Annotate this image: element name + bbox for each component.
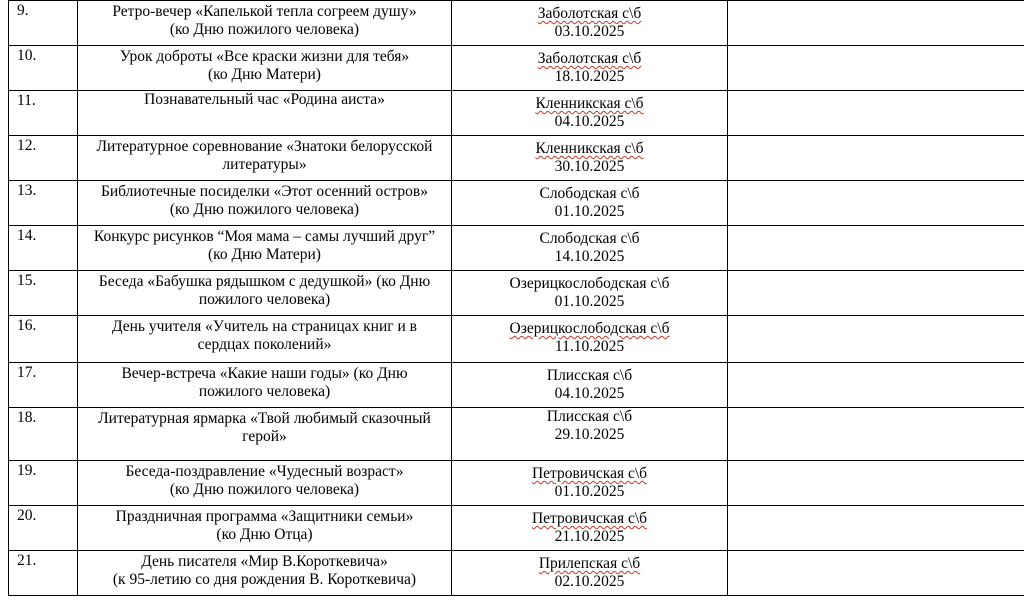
row-number: 18. (9, 408, 78, 461)
library-name: Озерицкослободская с\б (509, 275, 670, 292)
place-date-cell (452, 91, 728, 136)
row-number: 10. (9, 46, 78, 91)
event-cell (78, 316, 452, 363)
event-cell (78, 408, 452, 461)
table-row (9, 551, 1024, 596)
table-row (9, 461, 1024, 506)
event-title: Конкурс рисунков “Моя мама – самы лучший друг” (93, 228, 436, 245)
row-number: 9. (9, 1, 78, 46)
event-cell (78, 136, 452, 181)
event-subtitle: (ко Дню пожилого человека) (169, 21, 360, 38)
library-name: Петровичская с\б (531, 510, 648, 527)
note-cell (728, 181, 1024, 226)
place-date-cell (452, 1, 728, 46)
event-subtitle: (ко Дню пожилого человека) (169, 481, 360, 498)
table-row (9, 408, 1024, 461)
library-name: Озерицкослободская с\б (509, 320, 670, 337)
event-subtitle: (к 95-летию со дня рождения В. Короткевича) (112, 571, 417, 588)
note-cell (728, 316, 1024, 363)
event-subtitle: (ко Дню Отца) (216, 526, 313, 543)
note-cell (728, 136, 1024, 181)
place-date-cell (452, 46, 728, 91)
library-name: Слободская с\б (539, 185, 640, 202)
row-number: 11. (9, 91, 78, 136)
row-number: 14. (9, 226, 78, 271)
event-cell (78, 181, 452, 226)
event-date: 18.10.2025 (554, 68, 625, 85)
row-number: 19. (9, 461, 78, 506)
place-date-cell (452, 271, 728, 316)
row-number: 15. (9, 271, 78, 316)
library-name: Заболотская с\б (537, 5, 642, 22)
note-cell (728, 363, 1024, 408)
event-date: 29.10.2025 (554, 426, 625, 443)
note-cell (728, 1, 1024, 46)
event-date: 30.10.2025 (554, 158, 625, 175)
note-cell (728, 271, 1024, 316)
events-table (8, 0, 1024, 596)
place-date-cell (452, 136, 728, 181)
event-subtitle: пожилого человека) (198, 291, 331, 308)
event-subtitle: (ко Дню Матери) (208, 246, 321, 263)
event-title: Библиотечные посиделки «Этот осенний остров» (100, 183, 429, 200)
event-date: 01.10.2025 (554, 483, 625, 500)
note-cell (728, 91, 1024, 136)
library-name: Слободская с\б (539, 230, 640, 247)
event-subtitle: литературы» (222, 156, 307, 173)
row-number: 20. (9, 506, 78, 551)
table-row (9, 181, 1024, 226)
event-date: 01.10.2025 (554, 203, 625, 220)
event-date: 04.10.2025 (554, 385, 625, 402)
note-cell (728, 506, 1024, 551)
library-name: Петровичская с\б (531, 465, 648, 482)
row-number: 12. (9, 136, 78, 181)
event-date: 11.10.2025 (554, 338, 625, 355)
place-date-cell (452, 506, 728, 551)
place-date-cell (452, 363, 728, 408)
table-row (9, 363, 1024, 408)
event-cell (78, 461, 452, 506)
event-subtitle: (ко Дню пожилого человека) (169, 201, 360, 218)
event-cell (78, 506, 452, 551)
table-row (9, 316, 1024, 363)
event-date: 01.10.2025 (554, 293, 625, 310)
row-number: 16. (9, 316, 78, 363)
event-subtitle: (ко Дню Матери) (208, 66, 321, 83)
event-cell (78, 91, 452, 136)
event-subtitle: пожилого человека) (198, 383, 331, 400)
note-cell (728, 408, 1024, 461)
row-number: 21. (9, 551, 78, 596)
event-subtitle: сердцах поколений» (197, 336, 332, 353)
row-number: 13. (9, 181, 78, 226)
event-title: Урок доброты «Все краски жизни для тебя» (119, 48, 410, 65)
events-table-body (9, 1, 1024, 596)
library-name: Плисская с\б (546, 367, 633, 384)
table-row (9, 136, 1024, 181)
place-date-cell (452, 316, 728, 363)
table-row (9, 91, 1024, 136)
event-title: Вечер-встреча «Какие наши годы» (ко Дню (121, 365, 408, 382)
note-cell (728, 226, 1024, 271)
event-title: Беседа «Бабушка рядышком с дедушкой» (ко Дню (98, 273, 431, 290)
table-row (9, 1, 1024, 46)
place-date-cell (452, 226, 728, 271)
note-cell (728, 551, 1024, 596)
library-name: Заболотская с\б (537, 50, 642, 67)
event-cell (78, 271, 452, 316)
place-date-cell (452, 551, 728, 596)
event-date: 03.10.2025 (554, 23, 625, 40)
table-row (9, 271, 1024, 316)
library-name: Прилепская с\б (538, 555, 641, 572)
table-row (9, 506, 1024, 551)
event-title: Праздничная программа «Защитники семьи» (115, 508, 414, 525)
event-title: Ретро-вечер «Капелькой тепла согреем душу» (112, 3, 417, 20)
place-date-cell (452, 181, 728, 226)
event-title: Беседа-поздравление «Чудесный возраст» (125, 463, 404, 480)
event-title: Познавательный час «Родина аиста» (144, 91, 385, 108)
event-date: 21.10.2025 (554, 528, 625, 545)
event-cell (78, 551, 452, 596)
place-date-cell (452, 408, 728, 461)
event-title: День учителя «Учитель на страницах книг и в (111, 318, 417, 335)
event-date: 14.10.2025 (554, 248, 625, 265)
table-row (9, 226, 1024, 271)
place-date-cell (452, 461, 728, 506)
library-name: Кленникская с\б (535, 95, 644, 112)
event-subtitle: герой» (242, 428, 287, 445)
event-cell (78, 1, 452, 46)
event-date: 04.10.2025 (554, 113, 625, 130)
event-cell (78, 226, 452, 271)
note-cell (728, 46, 1024, 91)
note-cell (728, 461, 1024, 506)
event-cell (78, 46, 452, 91)
library-name: Плисская с\б (546, 408, 633, 425)
event-title: Литературное соревнование «Знатоки белорусской (96, 138, 433, 155)
event-date: 02.10.2025 (554, 573, 625, 590)
event-cell (78, 363, 452, 408)
event-title: Литературная ярмарка «Твой любимый сказочный (98, 410, 431, 427)
event-title: День писателя «Мир В.Короткевича» (141, 553, 388, 570)
row-number: 17. (9, 363, 78, 408)
table-row (9, 46, 1024, 91)
library-name: Кленникская с\б (535, 140, 644, 157)
